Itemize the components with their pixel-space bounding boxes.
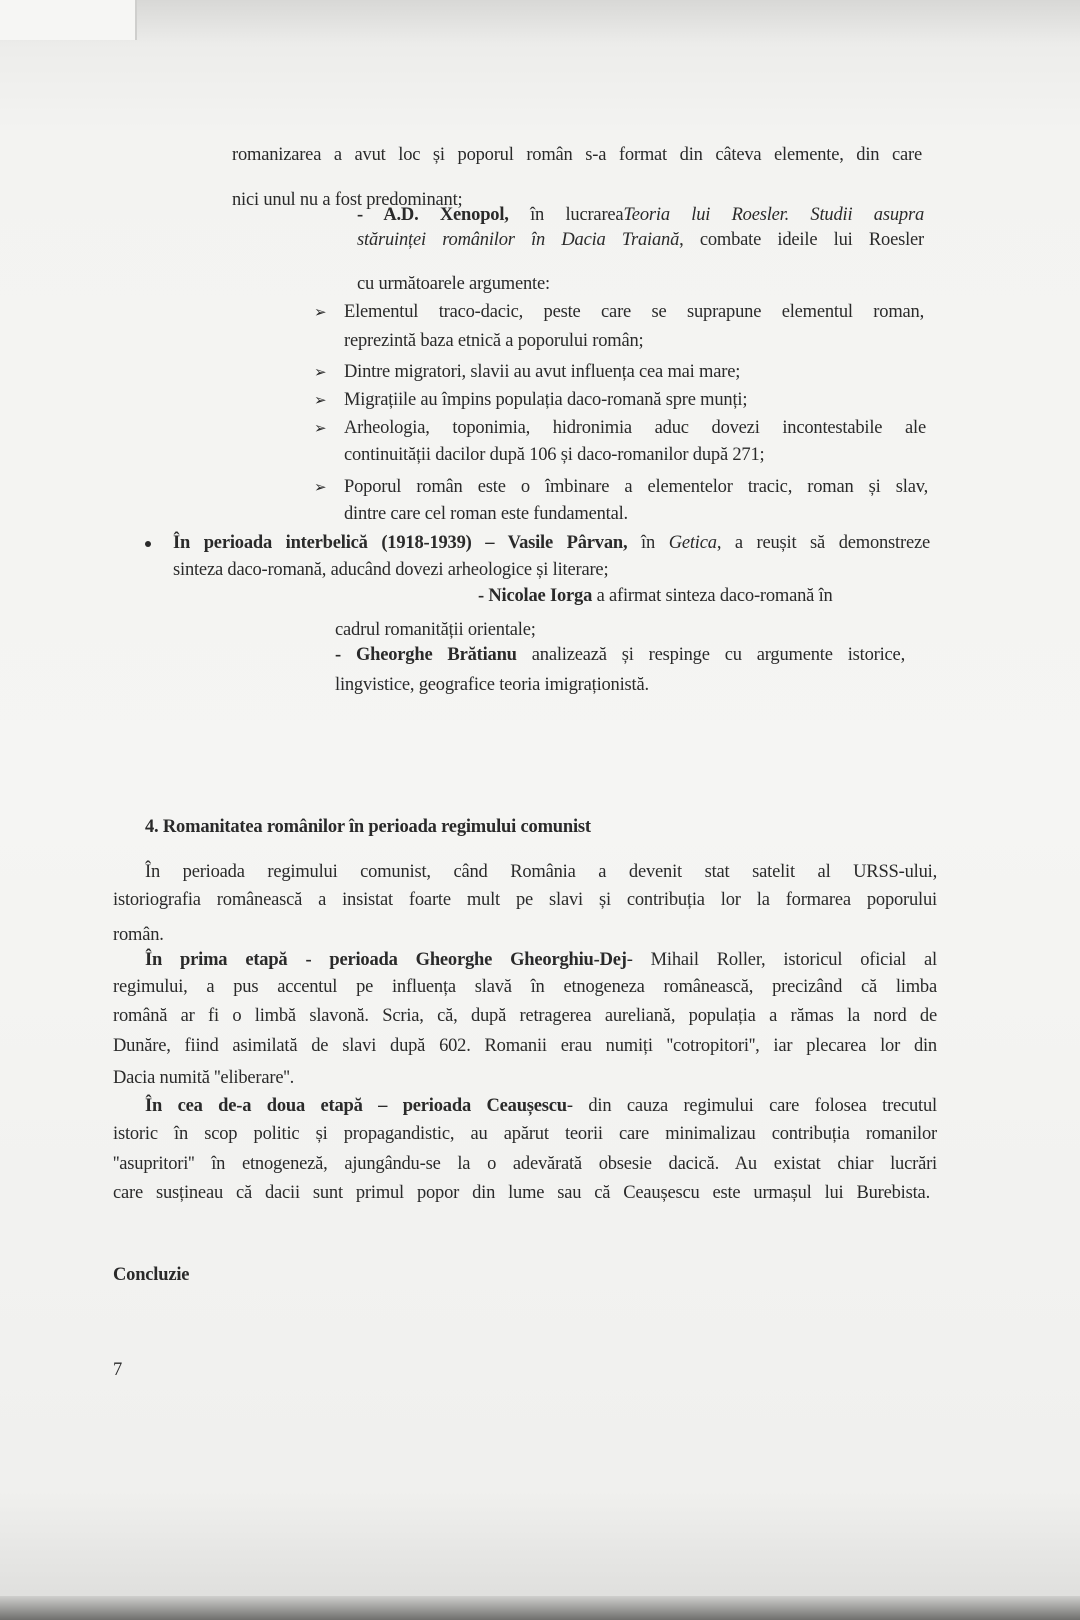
text-line — [113, 1004, 937, 1028]
text-segment: român. — [113, 925, 164, 945]
text-line — [113, 975, 937, 999]
text-segment: , a reușit să demonstreze — [716, 533, 930, 553]
page-top-edge — [0, 0, 1080, 44]
italic-text: Getica — [668, 533, 717, 553]
page-number: 7 — [113, 1360, 123, 1380]
text-line — [344, 360, 740, 384]
text-line — [335, 618, 536, 642]
arrow-bullet-icon: ➢ — [314, 393, 327, 409]
text-line — [232, 143, 922, 167]
section-heading — [145, 815, 591, 839]
text-segment: dintre care cel roman este fundamental. — [344, 504, 628, 524]
arrow-bullet-icon: ➢ — [314, 480, 327, 496]
text-segment: Arheologia, toponimia, hidronimia aduc dovezi incontestabile ale — [344, 418, 926, 438]
text-segment: nici unul nu a fost predominant; — [232, 190, 463, 210]
text-line — [145, 860, 937, 884]
text-line — [113, 1066, 294, 1090]
bold-text: În cea de-a doua etapă – perioada Ceaușescu — [145, 1096, 567, 1116]
text-line — [344, 443, 764, 467]
text-line — [344, 475, 928, 499]
text-line — [113, 1181, 930, 1205]
text-segment: , combate ideile lui Roesler — [679, 230, 924, 250]
text-line — [335, 673, 649, 697]
text-line — [145, 1094, 937, 1118]
text-segment: Dintre migratori, slavii au avut influența cea mai mare; — [344, 362, 741, 382]
text-segment: În perioada regimului comunist, când România a devenit stat satelit al URSS-ului, — [145, 862, 937, 882]
text-line — [113, 888, 937, 912]
text-segment: în lucrarea — [508, 205, 624, 225]
text-segment: cadrul romanității orientale; — [335, 620, 536, 640]
text-line — [113, 1122, 937, 1146]
italic-text: Teoria lui Roesler. Studii asupra — [623, 205, 924, 225]
text-line — [344, 329, 643, 353]
text-line — [113, 1034, 937, 1058]
bold-text: 4. Romanitatea românilor în perioada regimului comunist — [145, 817, 591, 837]
text-line — [357, 228, 924, 252]
bold-text: În prima etapă - perioada Gheorghe Gheorghiu-Dej — [145, 950, 627, 970]
text-line — [113, 923, 164, 947]
text-segment: Dacia numită ''eliberare''. — [113, 1068, 295, 1088]
conclusion-heading — [113, 1263, 189, 1287]
page-corner — [0, 0, 137, 40]
text-line — [478, 584, 833, 608]
bold-text: Concluzie — [113, 1265, 190, 1285]
text-segment: lingvistice, geografice teoria imigraționistă. — [335, 675, 649, 695]
text-line — [357, 272, 550, 296]
text-segment: ''asupritori'' în etnogeneză, ajungându-se la o adevărată obsesie dacică. Au existat chiar lucrări — [113, 1154, 937, 1174]
text-segment: care susțineau că dacii sunt primul popor din lume sau că Ceaușescu este urmașul lui Burebista. — [113, 1183, 930, 1203]
text-segment: istoriografia românească a insistat foarte mult pe slavi și contribuția lor la formarea poporului — [113, 890, 937, 910]
text-segment: în — [627, 533, 669, 553]
italic-text: stăruinței românilor în Dacia Traiană — [357, 230, 680, 250]
text-segment: română ar fi o limbă slavonă. Scria, că, după retragerea aureliană, populația a rămas la nord de — [113, 1006, 937, 1026]
bullet-dot-icon — [145, 541, 151, 547]
arrow-bullet-icon: ➢ — [314, 305, 327, 321]
text-segment: istoric în scop politic și propagandistic, au apărut teorii care minimalizau contribuția romanilor — [113, 1124, 937, 1144]
text-segment: romanizarea a avut loc și poporul român s-a format din câteva elemente, din care — [232, 145, 922, 165]
text-segment: regimului, a pus accentul pe influența slavă în etnogeneza românească, precizând că limba — [113, 977, 937, 997]
text-line — [173, 531, 930, 555]
text-segment: Dunăre, fiind asimilată de slavi după 602. Romanii erau numiți ''cotropitori'', iar plecarea lor din — [113, 1036, 937, 1056]
text-line — [173, 558, 608, 582]
page-bottom-edge — [0, 1596, 1080, 1620]
bold-text: - A.D. Xenopol, — [357, 205, 509, 225]
text-line — [344, 502, 628, 526]
text-segment: Poporul român este o îmbinare a elementelor tracic, roman și slav, — [344, 477, 928, 497]
bold-text: - Gheorghe Brătianu — [335, 645, 517, 665]
text-line — [335, 643, 905, 667]
text-line — [344, 300, 924, 324]
text-line — [344, 416, 926, 440]
text-segment: a afirmat sinteza daco-romană în — [592, 586, 833, 606]
text-segment: reprezintă baza etnică a poporului român; — [344, 331, 644, 351]
bold-text: În perioada interbelică (1918-1939) – Vasile Pârvan, — [173, 533, 628, 553]
arrow-bullet-icon: ➢ — [314, 365, 327, 381]
arrow-bullet-icon: ➢ — [314, 421, 327, 437]
text-segment: sinteza daco-romană, aducând dovezi arheologice și literare; — [173, 560, 609, 580]
text-segment: continuității dacilor după 106 și daco-romanilor după 271; — [344, 445, 765, 465]
bold-text: - Nicolae Iorga — [478, 586, 593, 606]
text-line — [113, 1152, 937, 1176]
text-line — [145, 948, 937, 972]
text-segment: cu următoarele argumente: — [357, 274, 550, 294]
text-segment: - din cauza regimului care folosea trecutul — [566, 1096, 937, 1116]
text-segment: analizează și respinge cu argumente istorice, — [516, 645, 905, 665]
text-segment: - Mihail Roller, istoricul oficial al — [626, 950, 937, 970]
text-line — [357, 203, 924, 227]
text-segment: Migrațiile au împins populația daco-romană spre munți; — [344, 390, 748, 410]
text-line — [344, 388, 747, 412]
text-segment: Elementul traco-dacic, peste care se suprapune elementul roman, — [344, 302, 924, 322]
